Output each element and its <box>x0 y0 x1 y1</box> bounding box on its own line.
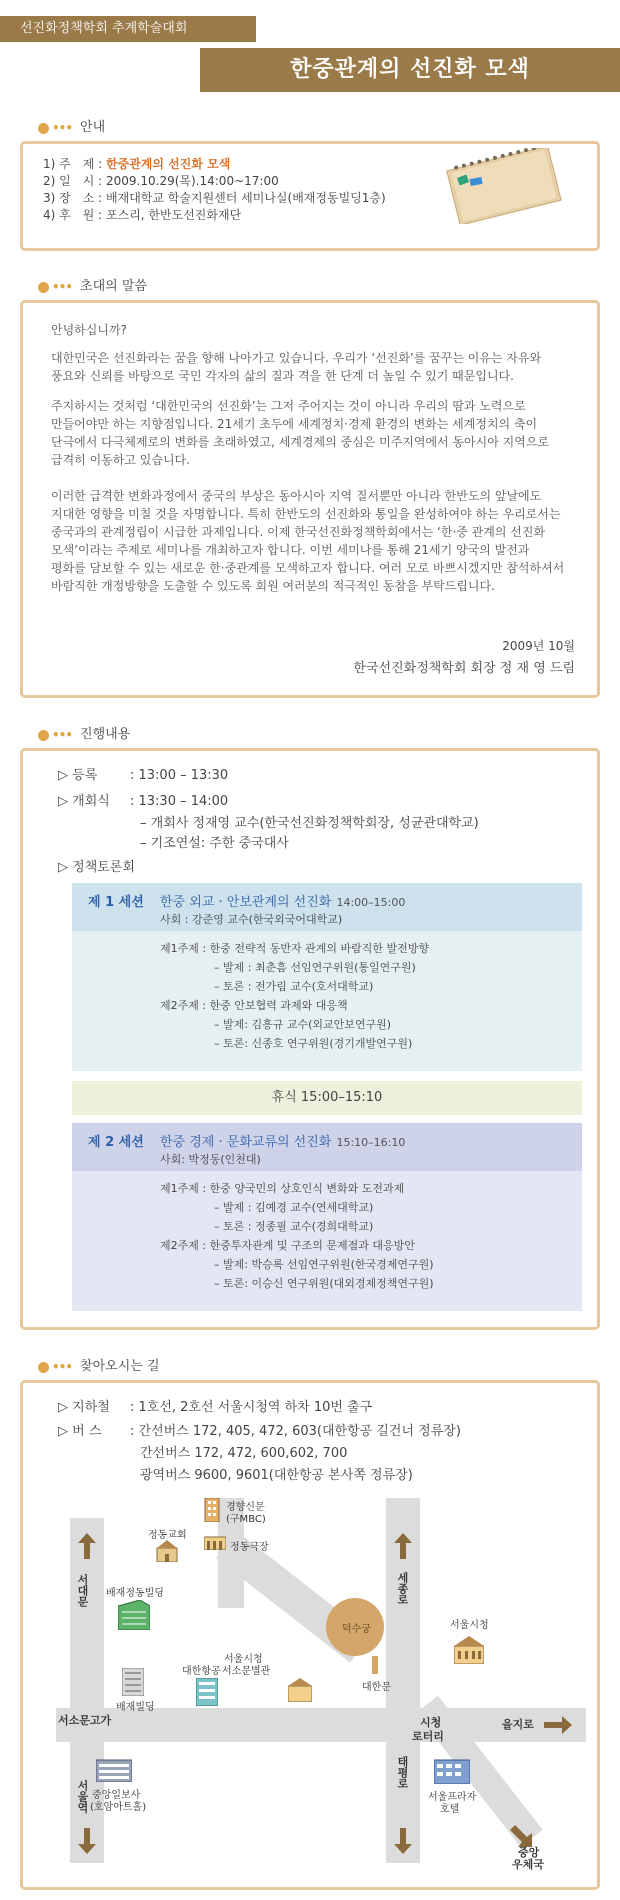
schedule-registration-time: : 13:00 – 13:30 <box>130 768 229 783</box>
discussant-line: – 토론 : 정종필 교수(경희대학교) <box>214 1220 374 1233</box>
welcome-paragraph-1 <box>51 349 591 385</box>
bullet-dot-icon <box>38 1362 49 1373</box>
greeting: 안녕하십니까? <box>51 323 127 337</box>
rotary-sub-label: 로터리 <box>412 1730 444 1743</box>
plaza-hotel-sub-label: 호텔 <box>440 1804 460 1815</box>
info-line-topic <box>43 156 386 173</box>
info-value: 포스리, 한반도선진화재단 <box>106 208 242 222</box>
text-line: 지대한 영향을 미칠 것을 자명합니다. 특히 한반도의 선진화와 통일을 완성하여야 하는 우리로서는 <box>51 507 561 521</box>
session-1-body <box>72 931 582 1071</box>
joongang-ilbo-label: 중앙일보사 <box>92 1790 141 1801</box>
session-title-row <box>160 1131 405 1150</box>
central-post-office-sub-label: 우체국 <box>512 1858 544 1871</box>
topic-line: 제1주제 : 한중 양국민의 상호인식 변화와 도전과제 <box>160 1182 405 1195</box>
arrow-down-icon <box>78 1828 96 1854</box>
rotary-label: 시청 <box>420 1716 442 1729</box>
subway-info: : 1호선, 2호선 서울시청역 하차 10번 출구 <box>130 1400 373 1415</box>
bullet-dot-icon <box>38 123 49 134</box>
session-title: 한중 경제 · 문화교류의 선진화 <box>160 1135 332 1150</box>
section-heading-program <box>38 725 130 745</box>
session-label: 제 1 세션 <box>88 895 144 910</box>
joongang-ilbo-sub-label: (호암아트홀) <box>90 1802 147 1813</box>
discussant-line: – 토론 : 전가림 교수(호서대학교) <box>214 980 374 993</box>
letter-signature: 한국선진화정책학회 회장 정 재 영 드림 <box>353 661 575 676</box>
pai-chai-bldg-icon <box>122 1668 144 1696</box>
arrow-up-icon <box>394 1533 412 1559</box>
seoul-museum-label: 서울시청 <box>224 1654 263 1665</box>
korean-air-building-icon <box>196 1678 218 1706</box>
info-label: 4) 후 원 : <box>43 208 103 222</box>
info-line-date <box>43 173 386 190</box>
joongang-ilbo-icon <box>96 1758 132 1782</box>
seoul-annex-icon <box>288 1678 312 1702</box>
pai-chai-building-icon <box>118 1600 150 1630</box>
presenter-line: – 발제 : 김예경 교수(연세대학교) <box>214 1201 374 1214</box>
bus-label: ▷ 버 스 <box>58 1424 102 1439</box>
info-value: 2009.10.29(목).14:00~17:00 <box>106 174 279 188</box>
session-1-header <box>72 883 582 931</box>
daehanmun-gate <box>372 1656 378 1674</box>
presenter-line: – 발제: 박승록 선임연구위원(한국경제연구원) <box>214 1258 434 1271</box>
korean-air-label: 대한항공 <box>182 1666 221 1677</box>
location-map <box>56 1498 586 1871</box>
seodaemun-label: 서대문 <box>76 1574 89 1607</box>
session-time: 15:10–16:10 <box>336 1136 406 1149</box>
session-chair: 사회: 박정동(인천대) <box>160 1153 261 1166</box>
bus-info-2: 간선버스 172, 472, 600,602, 700 <box>140 1446 348 1461</box>
info-label: 1) 주 제 : <box>43 157 103 171</box>
discussant-line: – 토론: 신종호 연구위원(경기개발연구원) <box>214 1037 413 1050</box>
jeongdong-church-label: 정동교회 <box>148 1530 187 1541</box>
section-heading-info <box>38 118 105 138</box>
keynote: – 기조연설: 주한 중국대사 <box>140 836 289 851</box>
text-line: 주지하시는 것처럼 ‘대한민국의 선진화’는 그저 주어지는 것이 아니라 우리의 땀과 노력으로 <box>51 399 526 413</box>
session-label: 제 2 세션 <box>88 1135 144 1150</box>
info-label: 3) 장 소 : <box>43 191 103 205</box>
taepyeongro-label: 태평로 <box>396 1756 409 1789</box>
break-bar: 휴식 15:00–15:10 <box>72 1081 582 1115</box>
deoksugung-label: 덕수궁 <box>342 1624 371 1635</box>
session-title-row <box>160 891 405 910</box>
section-title: 진행내용 <box>80 727 131 742</box>
bus-info-1: : 간선버스 172, 405, 472, 603(대한항공 길건너 정류장) <box>130 1424 461 1439</box>
euljiro-label: 을지로 <box>502 1718 534 1731</box>
text-line: 풍요와 신뢰를 바탕으로 국민 각자의 삶의 질과 격을 한 단계 더 높일 수 있기 때문입니다. <box>51 369 514 383</box>
topic-line: 제2주제 : 한중 안보협력 과제와 대응책 <box>160 999 348 1012</box>
bullet-dot-icon <box>38 282 49 293</box>
kyunghyang-label: 경향신문 <box>226 1502 265 1513</box>
central-post-office-label: 중앙 <box>518 1846 540 1859</box>
bus-info-3: 광역버스 9600, 9601(대한항공 본사쪽 정류장) <box>140 1468 413 1483</box>
info-value: 한중관계의 선진화 모색 <box>106 157 231 171</box>
schedule-label: ▷ 개회식 <box>58 794 110 809</box>
sejongro-label: 세종로 <box>396 1572 409 1605</box>
plaza-hotel-icon <box>434 1756 470 1784</box>
presenter-line: – 발제 : 최춘흠 선임연구위원(통일연구원) <box>214 961 416 974</box>
bullet-dot-icon <box>38 730 49 741</box>
church-icon <box>154 1540 180 1562</box>
plaza-hotel-label: 서울프라자 <box>428 1792 477 1803</box>
schedule-label: ▷ 등록 <box>58 768 98 783</box>
building-icon <box>204 1498 220 1522</box>
text-line: 평화를 담보할 수 있는 새로운 한·중관계를 모색하고자 합니다. 여러 모로 바쁘시겠지만 참석하셔서 <box>51 561 565 575</box>
discussant-line: – 토론: 이승신 연구위원(대외경제정책연구원) <box>214 1277 434 1290</box>
section-title: 찾아오시는 길 <box>80 1359 160 1374</box>
presenter-line: – 발제: 김흥규 교수(외교안보연구원) <box>214 1018 392 1031</box>
info-value: 배재대학교 학술지원센터 세미나실(배재정동빌딩1층) <box>106 191 386 205</box>
seoul-station-label: 서울역 <box>76 1780 89 1813</box>
section-title: 초대의 말씀 <box>80 279 147 294</box>
text-line: 만들어야만 하는 지향점입니다. 21세기 초두에 세계정치·경제 환경의 변화는 세계정치의 축이 <box>51 417 538 431</box>
subway-label: ▷ 지하철 <box>58 1400 110 1415</box>
text-line: 대한민국은 선진화라는 꿈을 향해 나아가고 있습니다. 우리가 ‘선진화’를 꿈꾸는 이유는 자유와 <box>51 351 542 365</box>
schedule-opening-time: : 13:30 – 14:00 <box>130 794 229 809</box>
seosomun-overpass-label: 서소문고가 <box>58 1714 112 1727</box>
jeongdong-theater-label: 정동극장 <box>230 1542 269 1553</box>
text-line: 모색’이라는 주제로 세미나를 개최하고자 합니다. 이번 세미나를 통해 21세기 양국의 발전과 <box>51 543 530 557</box>
city-hall-label: 서울시청 <box>450 1620 489 1631</box>
session-chair: 사회 : 강준영 교수(한국외국어대학교) <box>160 913 343 926</box>
topic-line: 제2주제 : 한중투자관계 및 구조의 문제점과 대응방안 <box>160 1239 415 1252</box>
info-line-sponsor <box>43 207 386 224</box>
section-heading-directions <box>38 1357 160 1377</box>
welcome-paragraph-2 <box>51 397 591 469</box>
daehanmun-label: 대한문 <box>362 1682 391 1693</box>
topic-line: 제1주제 : 한중 전략적 동반자 관계의 바람직한 발전방향 <box>160 942 429 955</box>
text-line: 중국과의 관계정립이 시급한 과제입니다. 이제 한국선진화정책학회에서는 ‘한·중 관계의 선진화 <box>51 525 546 539</box>
arrow-up-icon <box>78 1533 96 1559</box>
letter-date: 2009년 10월 <box>502 639 575 653</box>
page-title: 한중관계의 선진화 모색 <box>200 48 620 92</box>
text-line: 이러한 급격한 변화과정에서 중국의 부상은 동아시아 지역 질서뿐만 아니라 한반도의 앞날에도 <box>51 489 542 503</box>
text-line: 급격히 이동하고 있습니다. <box>51 453 190 467</box>
session-title: 한중 외교 · 안보관계의 선진화 <box>160 895 332 910</box>
ellipsis-icon: ••• <box>52 280 73 294</box>
session-2-header <box>72 1123 582 1171</box>
policy-forum: ▷ 정책토론회 <box>58 860 135 875</box>
info-label: 2) 일 시 : <box>43 174 103 188</box>
session-2-body <box>72 1171 582 1311</box>
arrow-right-icon <box>544 1716 572 1734</box>
theater-icon <box>204 1534 226 1550</box>
opening-address: – 개회사 정재영 교수(한국선진화정책학회장, 성균관대학교) <box>140 816 479 831</box>
welcome-box <box>20 300 600 698</box>
section-heading-welcome <box>38 277 147 297</box>
section-title: 안내 <box>80 120 106 135</box>
seoul-museum-sub-label: 서소문별관 <box>222 1666 271 1677</box>
welcome-paragraph-3 <box>51 487 591 595</box>
info-line-venue <box>43 190 386 207</box>
notebook-clip-icon <box>440 148 565 224</box>
city-hall-icon <box>454 1636 484 1664</box>
kyunghyang-sub-label: (구MBC) <box>226 1514 266 1525</box>
ellipsis-icon: ••• <box>52 1360 73 1374</box>
arrow-down-icon <box>394 1828 412 1854</box>
text-line: 바람직한 개정방향을 도출할 수 있도록 회원 여러분의 적극적인 동참을 부탁드립니다. <box>51 579 495 593</box>
schedule-registration <box>58 766 97 786</box>
pai-chai-building-label: 배재정동빌딩 <box>106 1588 164 1599</box>
ellipsis-icon: ••• <box>52 121 73 135</box>
session-time: 14:00–15:00 <box>336 896 406 909</box>
ellipsis-icon: ••• <box>52 728 73 742</box>
schedule-opening <box>58 792 110 812</box>
text-line: 단극에서 다극체제로의 변화를 초래하였고, 세계경제의 중심은 미주지역에서 동아시아 지역으로 <box>51 435 550 449</box>
event-tag: 선진화정책학회 추계학술대회 <box>0 16 256 42</box>
pai-chai-bldg-label: 배재빌딩 <box>116 1702 155 1713</box>
